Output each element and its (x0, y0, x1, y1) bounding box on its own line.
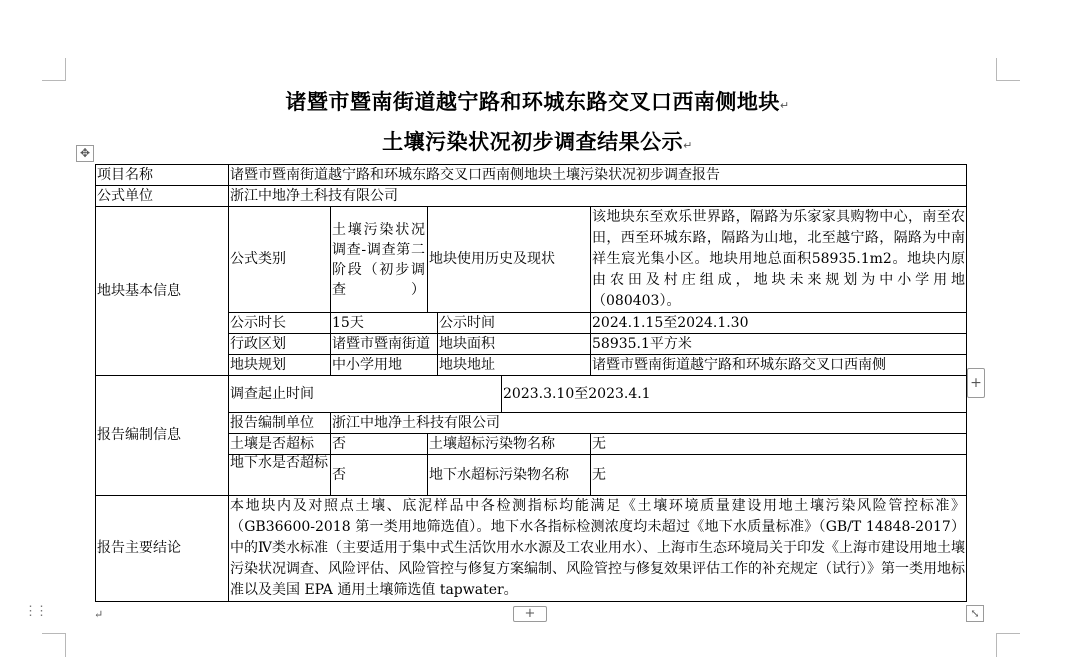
site-area-value[interactable]: 58935.1平方米 (591, 334, 967, 355)
crop-mark-top-right-h (996, 80, 1020, 81)
groundwater-pollutant-label: 地下水超标污染物名称 (428, 455, 591, 496)
report-info-label: 报告编制信息 (96, 376, 229, 496)
publicity-unit-value[interactable]: 浙江中地净土科技有限公司 (229, 186, 967, 207)
publicity-type-value[interactable]: 土壤污染状况调查-调查第二阶段（初步调查） (331, 207, 428, 313)
project-name-value[interactable]: 诸暨市暨南街道越宁路和环城东路交叉口西南侧地块土壤污染状况初步调查报告 (229, 165, 967, 186)
report-unit-value[interactable]: 浙江中地净土科技有限公司 (331, 413, 967, 434)
title-line1-text: 诸暨市暨南街道越宁路和环城东路交叉口西南侧地块 (285, 90, 780, 114)
crop-mark-top-left-v (65, 58, 66, 80)
site-area-label: 地块面积 (438, 334, 591, 355)
admin-area-label: 行政区划 (229, 334, 331, 355)
crop-mark-bottom-left-v (65, 633, 66, 657)
site-info-label: 地块基本信息 (96, 207, 229, 376)
history-value[interactable]: 该地块东至欢乐世界路，隔路为乐家家具购物中心，南至农田，西至环城东路，隔路为山地，北至越宁路，隔路为中南祥生宸光集小区。地块用地总面积58935.1m2。地块内原由农田及村庄组成，地块未来规划为中小学用地（080403）。 (591, 207, 967, 313)
soil-exceed-value[interactable]: 否 (331, 434, 428, 455)
crop-mark-top-right-v (996, 58, 997, 80)
site-address-label: 地块地址 (438, 355, 591, 376)
move-icon[interactable]: ✥ (76, 145, 94, 162)
title-line2-text: 土壤污染状况初步调查结果公示 (382, 130, 684, 154)
document-title-line2 (0, 126, 1075, 156)
publicity-duration-label: 公示时长 (229, 313, 331, 334)
publicity-time-label: 公示时间 (438, 313, 591, 334)
crop-mark-bottom-right-v (996, 633, 997, 657)
groundwater-pollutant-value[interactable]: 无 (591, 455, 967, 496)
conclusion-value[interactable]: 本地块内及对照点土壤、底泥样品中各检测指标均能满足《土壤环境质量建设用地土壤污染风险管控标准》（GB36600-2018 第一类用地筛选值）。地下水各指标检测浓度均未超过《地下水质量标准》（GB/T 14848-2017）中的Ⅳ类水标准（主要适用于集中式生活饮用水水源及工农业用水）、上海市生态环境局关于印发《上海市建设用地土壤污染状况调查、风险评估、风险管控与修复方案编制、风险管控与修复效果评估工作的补充规定（试行）》第一类用地标准以及美国 EPA 通用土壤筛选值 tapwater。 (229, 496, 967, 602)
table-row (96, 376, 967, 413)
history-label: 地块使用历史及现状 (428, 207, 591, 313)
groundwater-exceed-label: 地下水是否超标 (229, 455, 331, 496)
table-row (96, 207, 967, 313)
soil-exceed-label: 土壤是否超标 (229, 434, 331, 455)
add-row-icon[interactable]: + (967, 368, 985, 398)
crop-mark-bottom-left-h (42, 633, 66, 634)
soil-pollutant-label: 土壤超标污染物名称 (428, 434, 591, 455)
report-unit-label: 报告编制单位 (229, 413, 331, 434)
table-row (96, 496, 967, 602)
paragraph-mark-icon: ↵ (683, 139, 693, 152)
publicity-type-label: 公式类别 (229, 207, 331, 313)
publicity-unit-label: 公式单位 (96, 186, 229, 207)
site-plan-label: 地块规划 (229, 355, 331, 376)
crop-mark-bottom-right-h (996, 633, 1020, 634)
paragraph-mark-icon: ↵ (779, 99, 790, 112)
site-address-value[interactable]: 诸暨市暨南街道越宁路和环城东路交叉口西南侧 (591, 355, 967, 376)
project-name-label: 项目名称 (96, 165, 229, 186)
crop-mark-top-left-h (42, 80, 66, 81)
publicity-time-value[interactable]: 2024.1.15至2024.1.30 (591, 313, 967, 334)
table-row (96, 186, 967, 207)
table-row (96, 165, 967, 186)
info-table (95, 164, 967, 602)
add-column-icon[interactable]: + (513, 606, 547, 622)
survey-period-value[interactable]: 2023.3.10至2023.4.1 (502, 376, 967, 413)
publicity-duration-value[interactable]: 15天 (331, 313, 438, 334)
site-plan-value[interactable]: 中小学用地 (331, 355, 438, 376)
resize-icon[interactable]: ⤡ (966, 605, 984, 622)
admin-area-value[interactable]: 诸暨市暨南街道 (331, 334, 438, 355)
soil-pollutant-value[interactable]: 无 (591, 434, 967, 455)
paragraph-mark-icon: ↵ (94, 608, 104, 621)
document-title-line1 (0, 86, 1075, 116)
conclusion-label: 报告主要结论 (96, 496, 229, 602)
survey-period-label: 调查起止时间 (229, 376, 502, 413)
groundwater-exceed-value[interactable]: 否 (331, 455, 428, 496)
drag-handle-icon[interactable]: ⋮⋮ (24, 604, 46, 619)
